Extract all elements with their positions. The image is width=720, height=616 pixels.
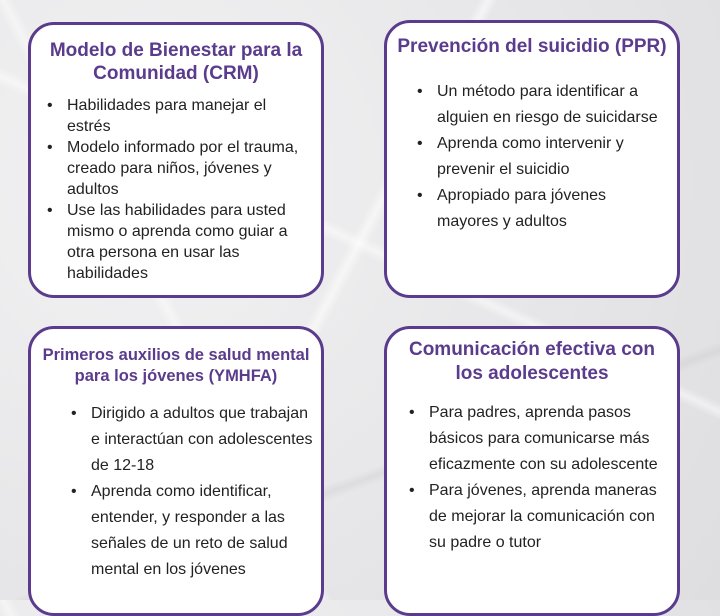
card-title: Comunicación efectiva con los adolescentes — [408, 339, 655, 384]
list-item — [407, 478, 669, 556]
list-item-text: Un método para identificar a alguien en riesgo de suicidarse — [437, 83, 658, 126]
bullet-icon: • — [409, 482, 415, 499]
program-card-ymhfa — [28, 326, 324, 616]
bullet-icon: • — [417, 83, 423, 100]
program-card-communication — [384, 326, 680, 616]
list-item-text: Para jóvenes, aprenda maneras de mejorar la comunicación con su padre o tutor — [429, 482, 657, 551]
bullet-icon: • — [71, 405, 77, 422]
bullet-list — [387, 386, 677, 556]
list-item — [45, 200, 311, 284]
list-item — [69, 401, 313, 479]
list-item — [415, 183, 669, 235]
bullet-list — [31, 85, 321, 284]
card-title: Primeros auxilios de salud mental para los jóvenes (YMHFA) — [42, 346, 310, 385]
list-item-text: Use las habilidades para usted mismo o aprenda como guiar a otra persona en usar las habilidades — [67, 202, 288, 282]
bullet-list — [387, 59, 677, 235]
bullet-icon: • — [71, 483, 77, 500]
list-item — [45, 95, 311, 137]
bullet-icon: • — [417, 187, 423, 204]
card-title: Prevención del suicidio (PPR) — [397, 36, 667, 57]
bullet-icon: • — [409, 404, 415, 421]
bullet-icon: • — [417, 135, 423, 152]
list-item-text: Aprenda como intervenir y prevenir el suicidio — [437, 135, 624, 178]
program-card-ppr — [384, 20, 680, 298]
bullet-icon: • — [47, 139, 53, 156]
bullet-icon: • — [47, 97, 53, 114]
card-title: Modelo de Bienestar para la Comunidad (CRM) — [49, 40, 303, 84]
list-item — [407, 400, 669, 478]
bullet-icon: • — [47, 202, 53, 219]
list-item-text: Habilidades para manejar el estrés — [67, 97, 267, 135]
list-item — [69, 479, 313, 583]
list-item-text: Apropiado para jóvenes mayores y adultos — [437, 187, 607, 230]
program-card-crm — [28, 22, 324, 298]
bullet-list — [31, 387, 321, 583]
list-item-text: Aprenda como identificar, entender, y responder a las señales de un reto de salud mental en los jóvenes — [91, 483, 288, 578]
list-item-text: Modelo informado por el trauma, creado para niños, jóvenes y adultos — [67, 139, 299, 198]
list-item-text: Dirigido a adultos que trabajan e interactúan con adolescentes de 12-18 — [91, 405, 313, 474]
list-item — [415, 131, 669, 183]
list-item — [415, 79, 669, 131]
list-item — [45, 137, 311, 200]
list-item-text: Para padres, aprenda pasos básicos para comunicarse más eficazmente con su adolescente — [429, 404, 658, 473]
